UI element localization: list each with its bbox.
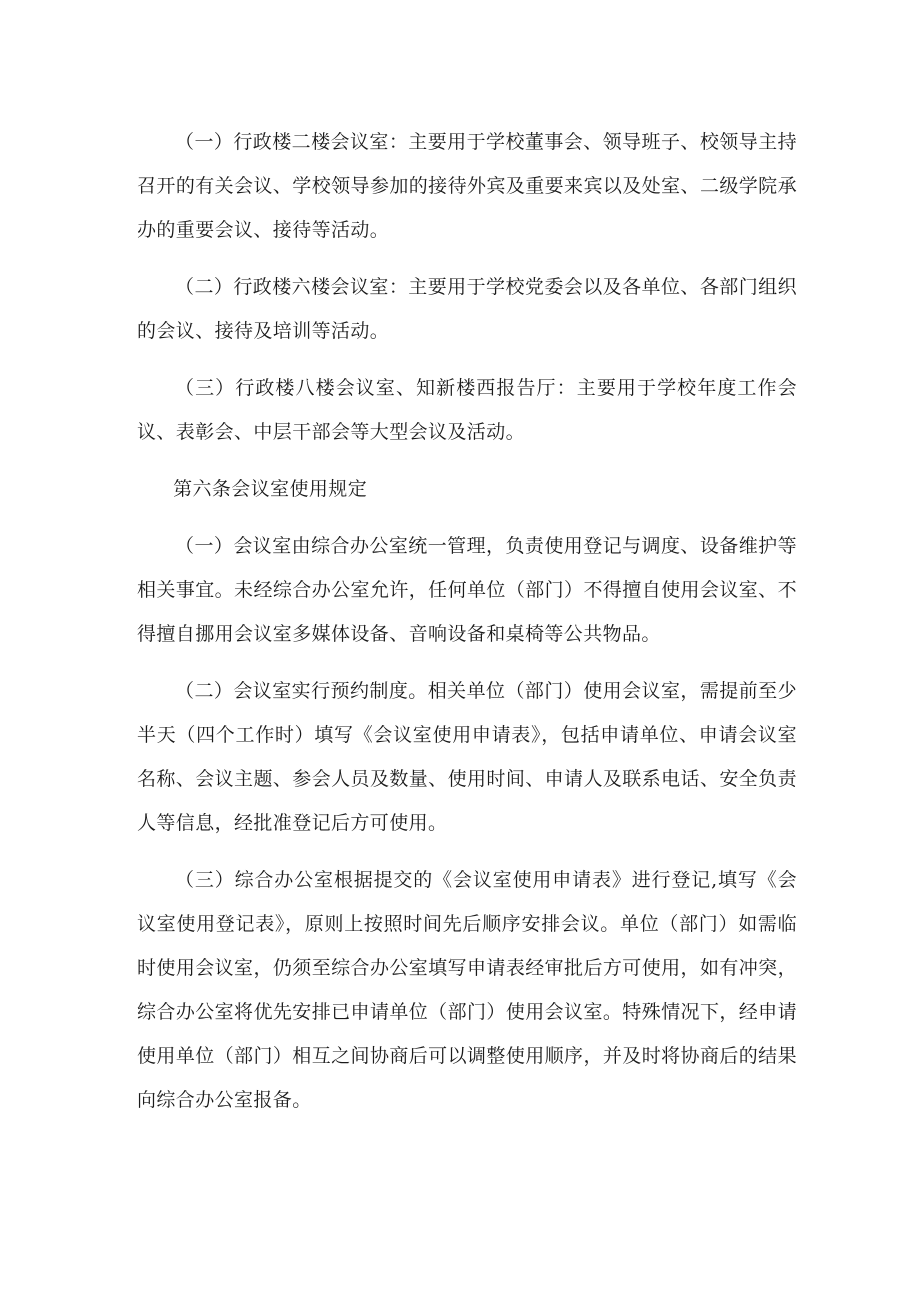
paragraph-meeting-room-6f: （二）行政楼六楼会议室：主要用于学校党委会以及各单位、各部门组织的会议、接待及培训等活动。 xyxy=(137,276,797,342)
rule-registration: （三）综合办公室根据提交的《会议室使用申请表》进行登记,填写《会议室使用登记表》，原则上按照时间先后顺序安排会议。单位（部门）如需临时使用会议室，仍须至综合办公室填写申请表经审批后方可使用，如有冲突，综合办公室将优先安排已申请单位（部门）使用会议室。特殊情况下，经申请使用单位（部门）相互之间协商后可以调整使用顺序，并及时将协商后的结果向综合办公室报备。 xyxy=(137,869,797,1111)
paragraph-meeting-room-8f: （三）行政楼八楼会议室、知新楼西报告厅：主要用于学校年度工作会议、表彰会、中层干部会等大型会议及活动。 xyxy=(137,377,797,443)
rule-management: （一）会议室由综合办公室统一管理，负责使用登记与调度、设备维护等相关事宜。未经综合办公室允许，任何单位（部门）不得擅自使用会议室、不得擅自挪用会议室多媒体设备、音响设备和桌椅等公共物品。 xyxy=(137,535,797,645)
article-heading: 第六条会议室使用规定 xyxy=(173,478,368,500)
paragraph-meeting-room-2f: （一）行政楼二楼会议室：主要用于学校董事会、领导班子、校领导主持召开的有关会议、学校领导参加的接待外宾及重要来宾以及处室、二级学院承办的重要会议、接待等活动。 xyxy=(137,131,797,241)
document-body xyxy=(137,120,797,1135)
rule-reservation: （二）会议室实行预约制度。相关单位（部门）使用会议室，需提前至少半天（四个工作时）填写《会议室使用申请表》，包括申请单位、申请会议室名称、会议主题、参会人员及数量、使用时间、申请人及联系电话、安全负责人等信息，经批准登记后方可使用。 xyxy=(137,680,797,834)
